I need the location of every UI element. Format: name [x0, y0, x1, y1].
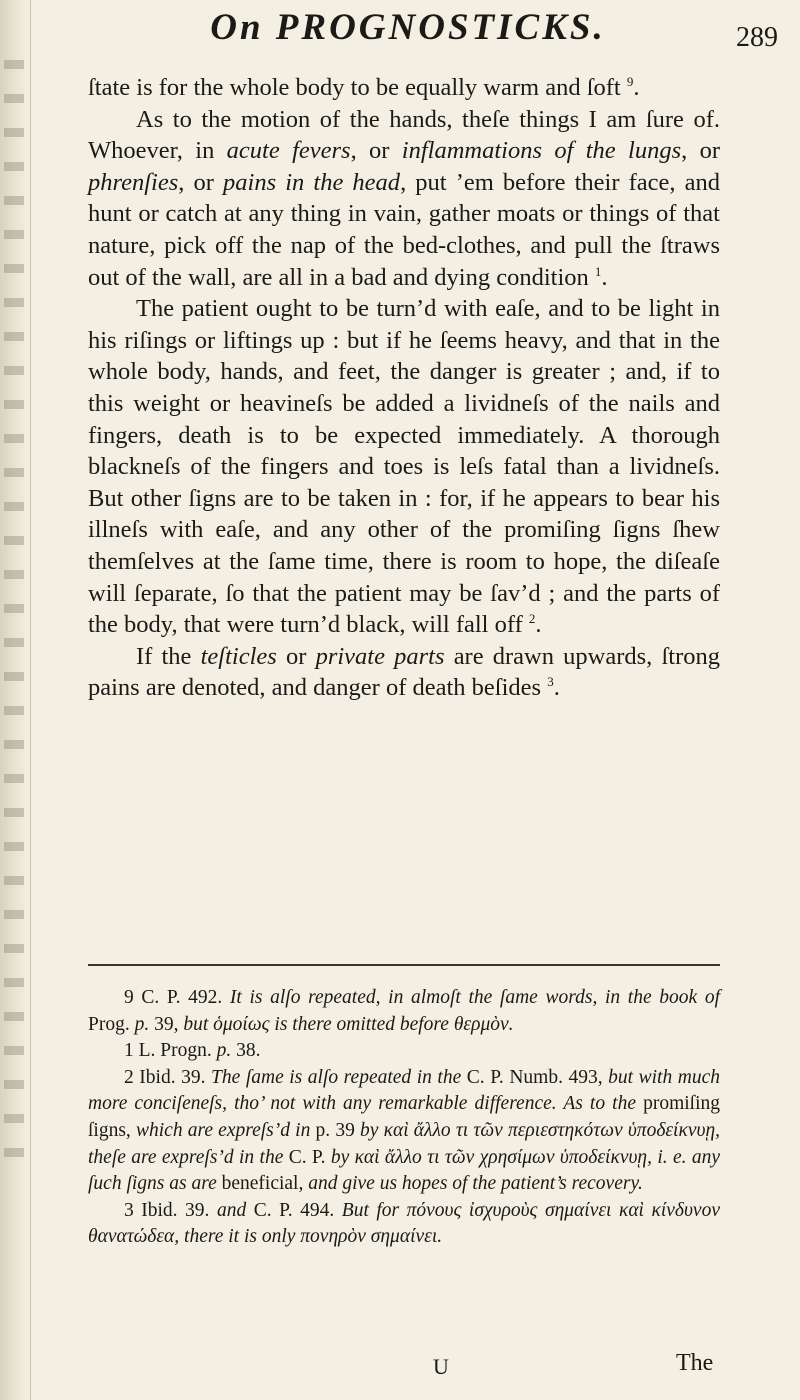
- main-text: [88, 72, 720, 704]
- text-run: C. P.: [283, 1146, 331, 1168]
- footnote-ref: 2: [528, 611, 536, 627]
- italic-text: but with much more conciſeneſs, tho’ not with any remarkable difference. As to the: [88, 1066, 720, 1115]
- footnote-rule: [88, 964, 720, 966]
- text-run: , or: [178, 168, 224, 196]
- text-run: As to the motion of the hands, theſe things I am ſure of. Whoever, in: [88, 105, 720, 165]
- text-run: 38.: [231, 1040, 261, 1062]
- text-run: If the: [136, 642, 201, 670]
- signature-mark: U: [433, 1354, 449, 1379]
- text-run: ſtate is for the whole body to be equally warm and ſoft: [88, 74, 627, 101]
- text-run: 2 Ibid. 39.: [124, 1066, 212, 1088]
- italic-text: and: [216, 1199, 247, 1221]
- text-run: .: [535, 611, 542, 639]
- text-run: 39,: [149, 1013, 184, 1035]
- text-run: are drawn upwards, ſtrong pains are denoted, and danger of death beſides: [88, 642, 720, 702]
- italic-text: phrenſies: [88, 168, 179, 196]
- italic-text: and give us hopes of the patient’s recovery.: [308, 1173, 643, 1195]
- italic-text: It is alſo repeated, in almoſt the ſame words, in the book of: [229, 987, 720, 1008]
- footnotes: [88, 985, 720, 1251]
- text-run: .: [553, 674, 560, 702]
- footnote: [88, 1038, 720, 1065]
- italic-text: by καὶ ἄλλο τι τῶν χρησίμων ὑποδείκνυῃ, i. e. any ſuch ſigns as are: [88, 1146, 720, 1195]
- italic-text: acute fevers: [226, 137, 351, 165]
- text-run: 9 C. P. 492.: [124, 987, 230, 1008]
- text-run: Prog.: [88, 1013, 135, 1035]
- paragraph: [88, 72, 720, 104]
- binding-gutter: [0, 0, 31, 1400]
- footnote-ref: 1: [594, 263, 602, 279]
- page-header: [88, 6, 778, 54]
- text-run: promiſing ſigns,: [88, 1093, 720, 1141]
- text-run: or: [276, 642, 316, 670]
- text-run: The patient ought to be turn’d with eaſe, and to be light in his riſings or liftings up : but if he ſeems heavy, and that in the whole body, hands, and feet, the danger is greater ; and, if to this weight or heavineſs be added a lividneſs of the nails and fingers, death is to be expected immediately. A thorough blackneſs of the fingers and toes is leſs fatal than a lividneſs. But other ſigns are to be taken in : for, if he appears to bear his illneſs with eaſe, and any other of the promiſing ſigns ſhew themſelves at the ſame time, there is room to hope, the diſeaſe will ſeparate, ſo that the patient may be ſav’d ; and the parts of the body, that were turn’d black, will fall off: [88, 295, 720, 639]
- italic-text: p.: [216, 1040, 232, 1062]
- text-run: p. 39: [310, 1119, 361, 1141]
- italic-text: which are expreſs’d in: [135, 1119, 311, 1141]
- text-run: beneficial,: [216, 1173, 309, 1195]
- footnote: [88, 1065, 720, 1198]
- page-number: 289: [736, 22, 778, 53]
- footnote-ref: 3: [547, 674, 554, 690]
- italic-text: teſticles: [200, 642, 277, 670]
- italic-text: pains in the head: [223, 168, 401, 196]
- text-run: 3 Ibid. 39.: [124, 1199, 217, 1221]
- italic-text: inflammations of the lungs: [401, 137, 682, 165]
- text-run: C. P. Numb. 493,: [461, 1066, 609, 1088]
- italic-text: by καὶ ἄλλο τι τῶν περιεστηκότων ὑποδείκνυῃ, theſe are expreſs’d in the: [88, 1119, 720, 1168]
- text-run: .: [633, 74, 640, 101]
- text-run: .: [601, 263, 608, 291]
- footnote: [88, 985, 720, 1038]
- paragraph: [88, 293, 720, 641]
- italic-text: The ſame is alſo repeated in the: [211, 1066, 462, 1088]
- text-run: , or: [681, 137, 720, 165]
- running-head: On PROGNOSTICKS.: [210, 7, 606, 48]
- text-run: , or: [350, 137, 402, 165]
- footnote: [88, 1198, 720, 1251]
- footnote-ref: 9: [626, 74, 634, 89]
- catchword: The: [676, 1350, 714, 1376]
- italic-text: but ὁμοίως is there omitted before θερμὸν.: [183, 1013, 514, 1035]
- paragraph: [88, 104, 720, 294]
- previous-page-edge: [4, 60, 24, 1160]
- text-run: 1 L. Progn.: [124, 1040, 217, 1062]
- text-run: C. P. 494.: [246, 1199, 342, 1221]
- text-run: , put ’em before their face, and hunt or catch at any thing in vain, gather moats or things of that nature, pick off the nap of the bed-clothes, and pull the ſtraws out of the wall, are all in a bad and dying condition: [88, 168, 720, 291]
- italic-text: private parts: [315, 642, 445, 670]
- italic-text: But for πόνους ἰσχυροὺς σημαίνει καὶ κίνδυνον θανατώδεα, there it is only πονηρὸν σημαίνει.: [88, 1199, 720, 1248]
- paragraph: [88, 641, 720, 704]
- italic-text: p.: [134, 1013, 150, 1035]
